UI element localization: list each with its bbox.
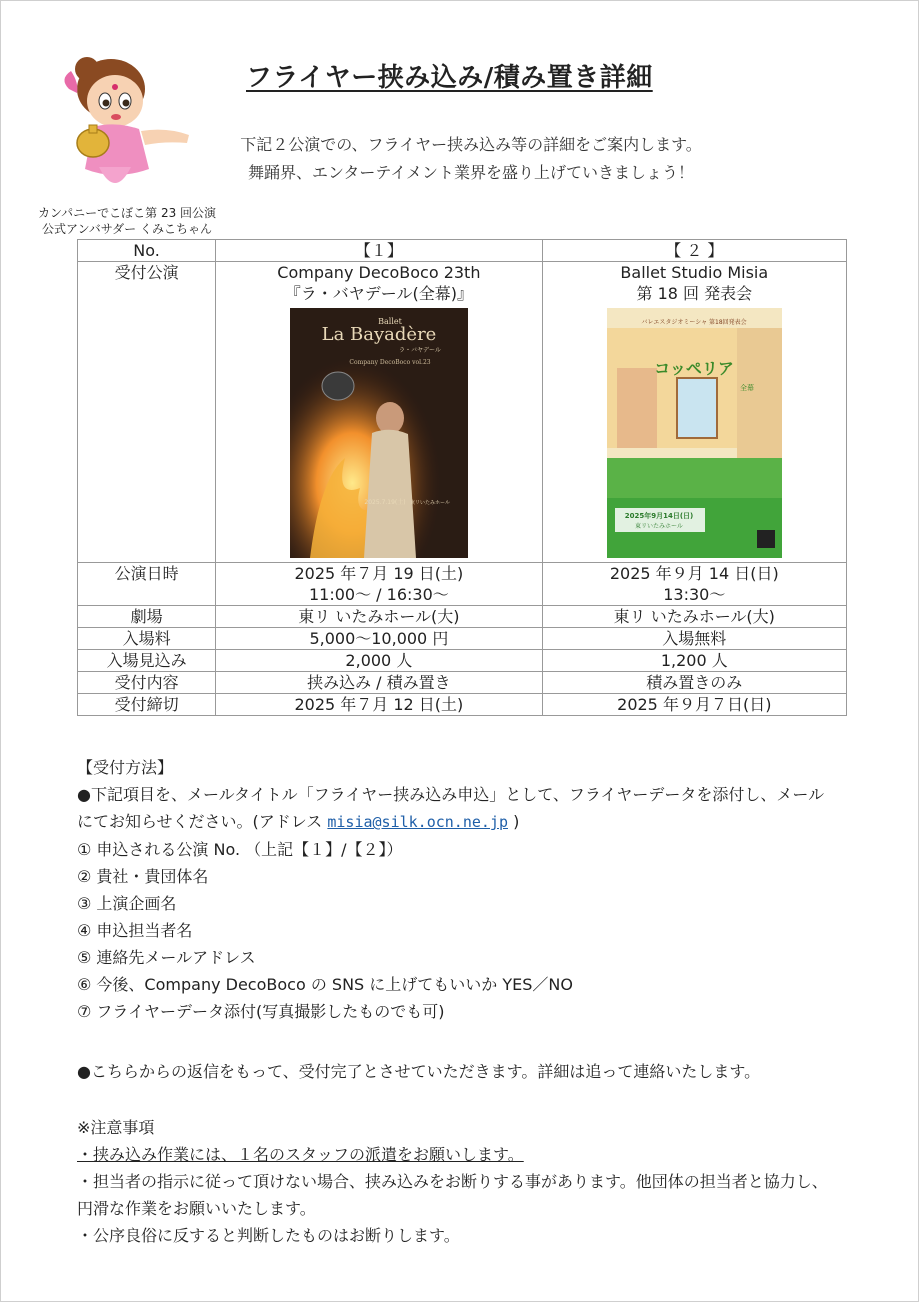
method-lead2-prefix: にてお知らせください。(アドレス [77,812,328,831]
reply-note: ●こちらからの返信をもって、受付完了とさせていただきます。詳細は追って連絡いたします。 [77,1062,761,1081]
event2-times: 13:30～ [663,585,726,604]
intro-text [211,131,731,187]
method-lead2 [77,808,824,836]
event2-poster [607,308,782,558]
method-item: ④ 申込担当者名 [77,921,193,940]
event1-deadline: 2025 年７月 12 日(土) [216,694,542,716]
poster1-title: La Bayadère [321,324,437,345]
table-row-deadline [78,694,847,716]
event2-fee: 入場無料 [542,628,846,650]
event2-cell [542,262,846,563]
event1-datetime [216,563,542,606]
event1-subtitle: 『ラ・バヤデール(全幕)』 [284,284,473,303]
event1-venue: 東リ いたみホール(大) [216,606,542,628]
poster2-sub: 全幕 [739,384,754,392]
method-item: ⑥ 今後、Company DecoBoco の SNS に上げてもいいか YES／NO [77,975,573,994]
poster2-venue: 東リいたみホール [634,523,683,530]
event1-cell [216,262,542,563]
email-link[interactable]: misia@silk.ocn.ne.jp [327,813,508,831]
header-event1: 【１】 [216,240,542,262]
table-row-content [78,672,847,694]
event1-fee: 5,000～10,000 円 [216,628,542,650]
method-item: ② 貴社・貴団体名 [77,867,209,886]
event2-name: Ballet Studio Misia [620,263,769,282]
table-row-event [78,262,847,563]
event2-venue: 東リ いたみホール(大) [542,606,846,628]
intro-line1: 下記２公演での、フライヤー挟み込み等の詳細をご案内します。 [240,135,702,154]
poster1-venue: 東リいたみホール [409,500,450,506]
table-header-row [78,240,847,262]
intro-line2: 舞踊界、エンターテイメント業界を盛り上げていきましょう！ [247,163,695,182]
notes-heading: ※注意事項 [77,1118,155,1137]
row-label-event: 受付公演 [78,262,216,563]
method-item: ⑤ 連絡先メールアドレス [77,948,256,967]
poster2-date: 2025年9月14日(日) [624,512,694,520]
poster1-sub: ラ・バヤデール [398,347,441,354]
event-table [77,239,847,716]
row-label: 受付締切 [78,694,216,716]
method-item: ③ 上演企画名 [77,894,177,913]
mascot-caption [27,205,227,237]
method-heading: 【受付方法】 [77,758,174,777]
event2-content: 積み置きのみ [542,672,846,694]
poster2-title: コッペリア [653,359,734,378]
method-item: ① 申込される公演 No. （上記【１】/【２】） [77,840,403,859]
table-row-fee [78,628,847,650]
event1-attendance: 2,000 人 [216,650,542,672]
note-item: ・担当者の指示に従って頂けない場合、挟み込みをお断りする事があります。他団体の担当者と協力し、 [77,1172,828,1191]
mascot-caption-line2: 公式アンバサダー くみこちゃん [42,222,212,236]
table-row-attendance [78,650,847,672]
note-item-cont: 円滑な作業をお願いいたします。 [77,1199,316,1218]
mascot-illustration [49,49,199,199]
event1-times: 11:00～ / 16:30～ [308,585,449,604]
method-lead2-suffix: ) [513,812,520,831]
method-section [77,754,824,1025]
note-item: ・挟み込み作業には、１名のスタッフの派遣をお願いします。 [77,1145,524,1164]
poster1-company: Company DecoBoco vol.23 [349,359,431,366]
header-event2: 【 ２ 】 [542,240,846,262]
event2-deadline: 2025 年９月７日(日) [542,694,846,716]
method-item: ⑦ フライヤーデータ添付(写真撮影したものでも可) [77,1002,445,1021]
poster1-small: Ballet [378,317,402,326]
method-lead1: ●下記項目を、メールタイトル「フライヤー挟み込み申込」として、フライヤーデータを添付し、メール [77,785,825,804]
event1-name: Company DecoBoco 23th [277,263,481,282]
table-row-datetime [78,563,847,606]
row-label: 入場見込み [78,650,216,672]
event1-date: 2025 年７月 19 日(土) [294,564,464,583]
poster1-date: 2025.7.19(土) [364,499,406,506]
page-title: フライヤー挟み込み/積み置き詳細 [246,63,653,93]
event1-content: 挟み込み / 積み置き [216,672,542,694]
event2-datetime [542,563,846,606]
event2-subtitle: 第 18 回 発表会 [636,284,753,303]
mascot-caption-line1: カンパニーでこぼこ第 23 回公演 [37,206,217,220]
event1-poster [290,308,468,558]
notes-section [77,1114,828,1249]
row-label: 公演日時 [78,563,216,606]
table-row-venue [78,606,847,628]
header-no: No. [78,240,216,262]
event2-date: 2025 年９月 14 日(日) [609,564,779,583]
event2-attendance: 1,200 人 [542,650,846,672]
row-label: 受付内容 [78,672,216,694]
poster2-top: バレエスタジオミーシャ 第18回発表会 [641,319,747,326]
row-label: 劇場 [78,606,216,628]
note-item: ・公序良俗に反すると判断したものはお断りします。 [77,1226,460,1245]
row-label: 入場料 [78,628,216,650]
